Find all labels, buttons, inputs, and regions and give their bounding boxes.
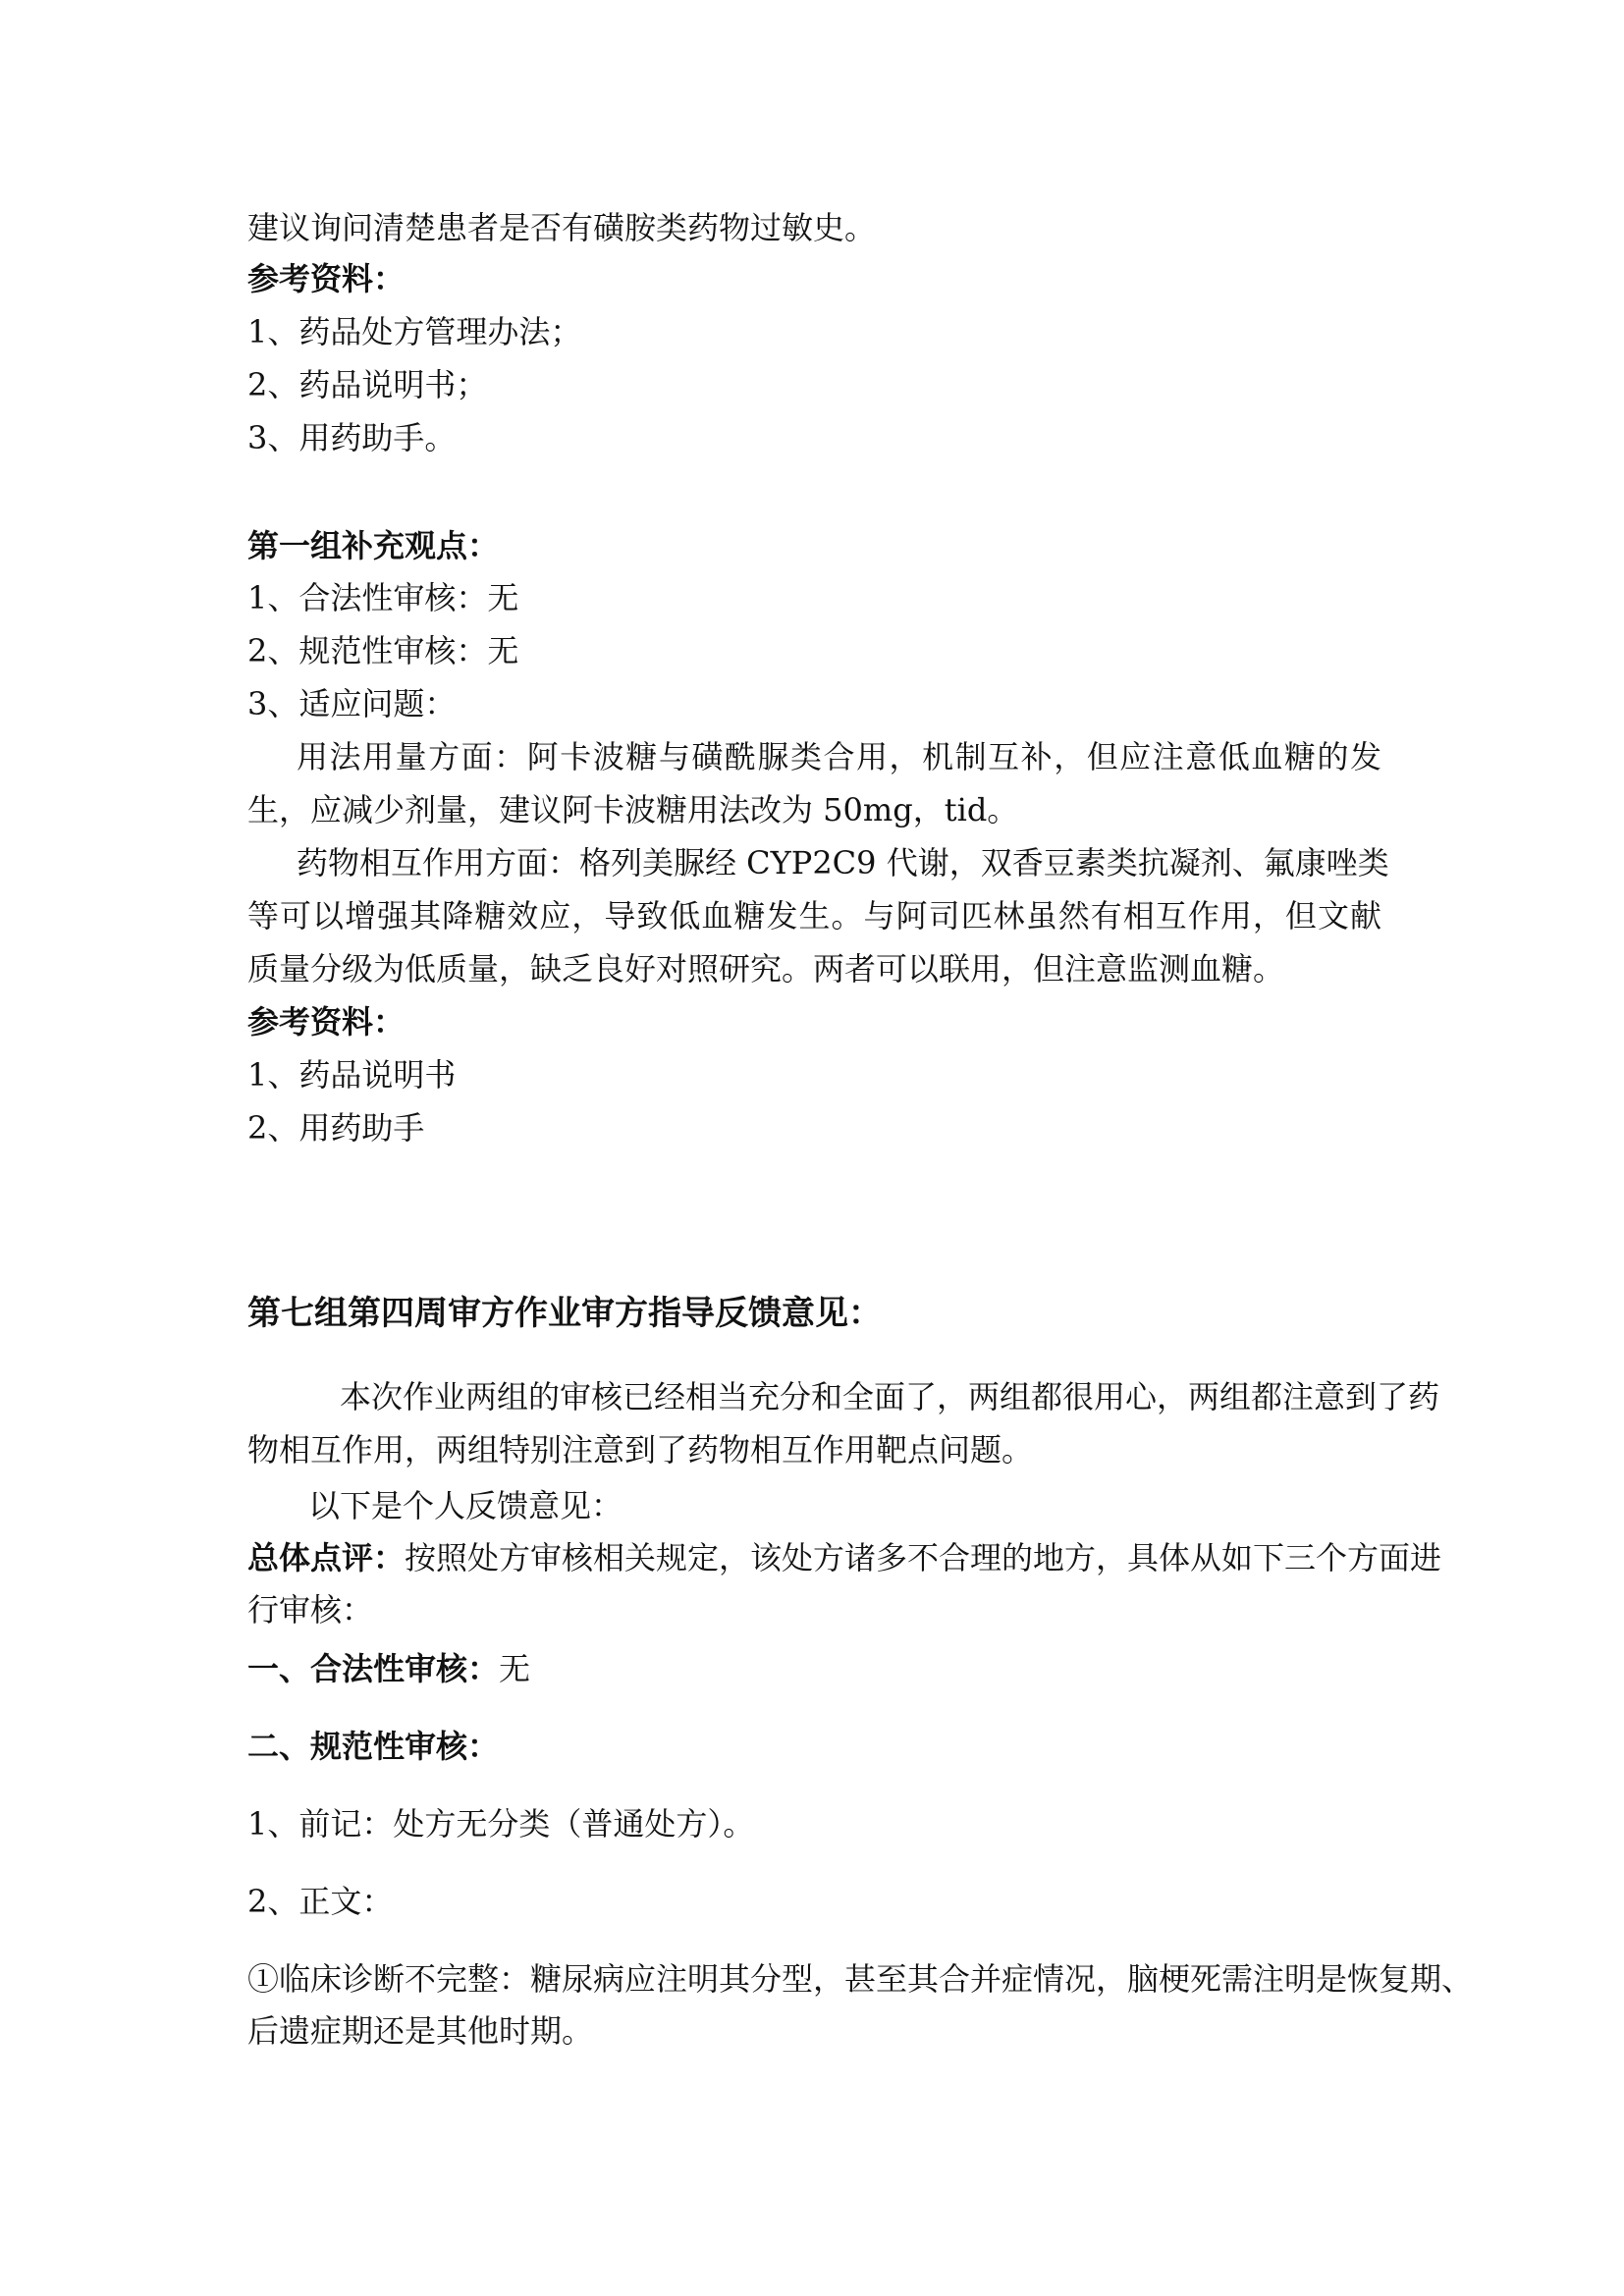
reference-item: 3、用药助手。 [247,419,457,456]
section-heading: 第七组第四周审方作业审方指导反馈意见： [247,1294,882,1333]
list-item: 2、正文： [247,1883,394,1920]
legality-review-value: 无 [499,1650,531,1687]
paragraph-line: 物相互作用，两组特别注意到了药物相互作用靶点问题。 [247,1431,1034,1468]
paragraph-line: 行审核： [247,1591,374,1629]
list-item: 1、合法性审核：无 [247,579,519,616]
reference-item: 2、药品说明书； [247,366,488,403]
text-line: 建议询问清楚患者是否有磺胺类药物过敏史。 [247,209,877,246]
paragraph-line: 生，应减少剂量，建议阿卡波糖用法改为 50mg，tid。 [247,791,1019,828]
overall-comment-label: 总体点评： [247,1539,406,1576]
paragraph-line: 用法用量方面：阿卡波糖与磺酰脲类合用，机制互补，但应注意低血糖的发 [297,738,1381,775]
overall-comment-text: 按照处方审核相关规定，该处方诸多不合理的地方，具体从如下三个方面进 [405,1539,1442,1576]
paragraph-line: 以下是个人反馈意见： [308,1487,623,1524]
legality-review-line [247,1649,530,1688]
paragraph-line: ①临床诊断不完整：糖尿病应注明其分型，甚至其合并症情况，脑梗死需注明是恢复期、 [247,1960,1474,1998]
standard-review-heading: 二、规范性审核： [247,1728,500,1765]
paragraph-line: 本次作业两组的审核已经相当充分和全面了，两组都很用心，两组都注意到了药 [340,1378,1440,1415]
list-item: 3、适应问题： [247,685,457,722]
reference-heading: 参考资料： [247,260,406,297]
list-item: 1、前记：处方无分类（普通处方）。 [247,1805,755,1842]
reference-heading: 参考资料： [247,1003,406,1041]
reference-item: 2、用药助手 [247,1109,425,1147]
legality-review-label: 一、合法性审核： [247,1650,500,1687]
paragraph-line: 后遗症期还是其他时期。 [247,2012,594,2050]
paragraph-line: 药物相互作用方面：格列美脲经 CYP2C9 代谢，双香豆素类抗凝剂、氟康唑类 [297,844,1389,881]
overall-comment-line [247,1538,1442,1577]
paragraph-line: 等可以增强其降糖效应，导致低血糖发生。与阿司匹林虽然有相互作用，但文献 [247,897,1381,934]
section-heading: 第一组补充观点： [247,527,500,564]
reference-item: 1、药品说明书 [247,1056,457,1094]
reference-item: 1、药品处方管理办法； [247,313,582,350]
list-item: 2、规范性审核：无 [247,632,519,669]
paragraph-line: 质量分级为低质量，缺乏良好对照研究。两者可以联用，但注意监测血糖。 [247,950,1285,988]
